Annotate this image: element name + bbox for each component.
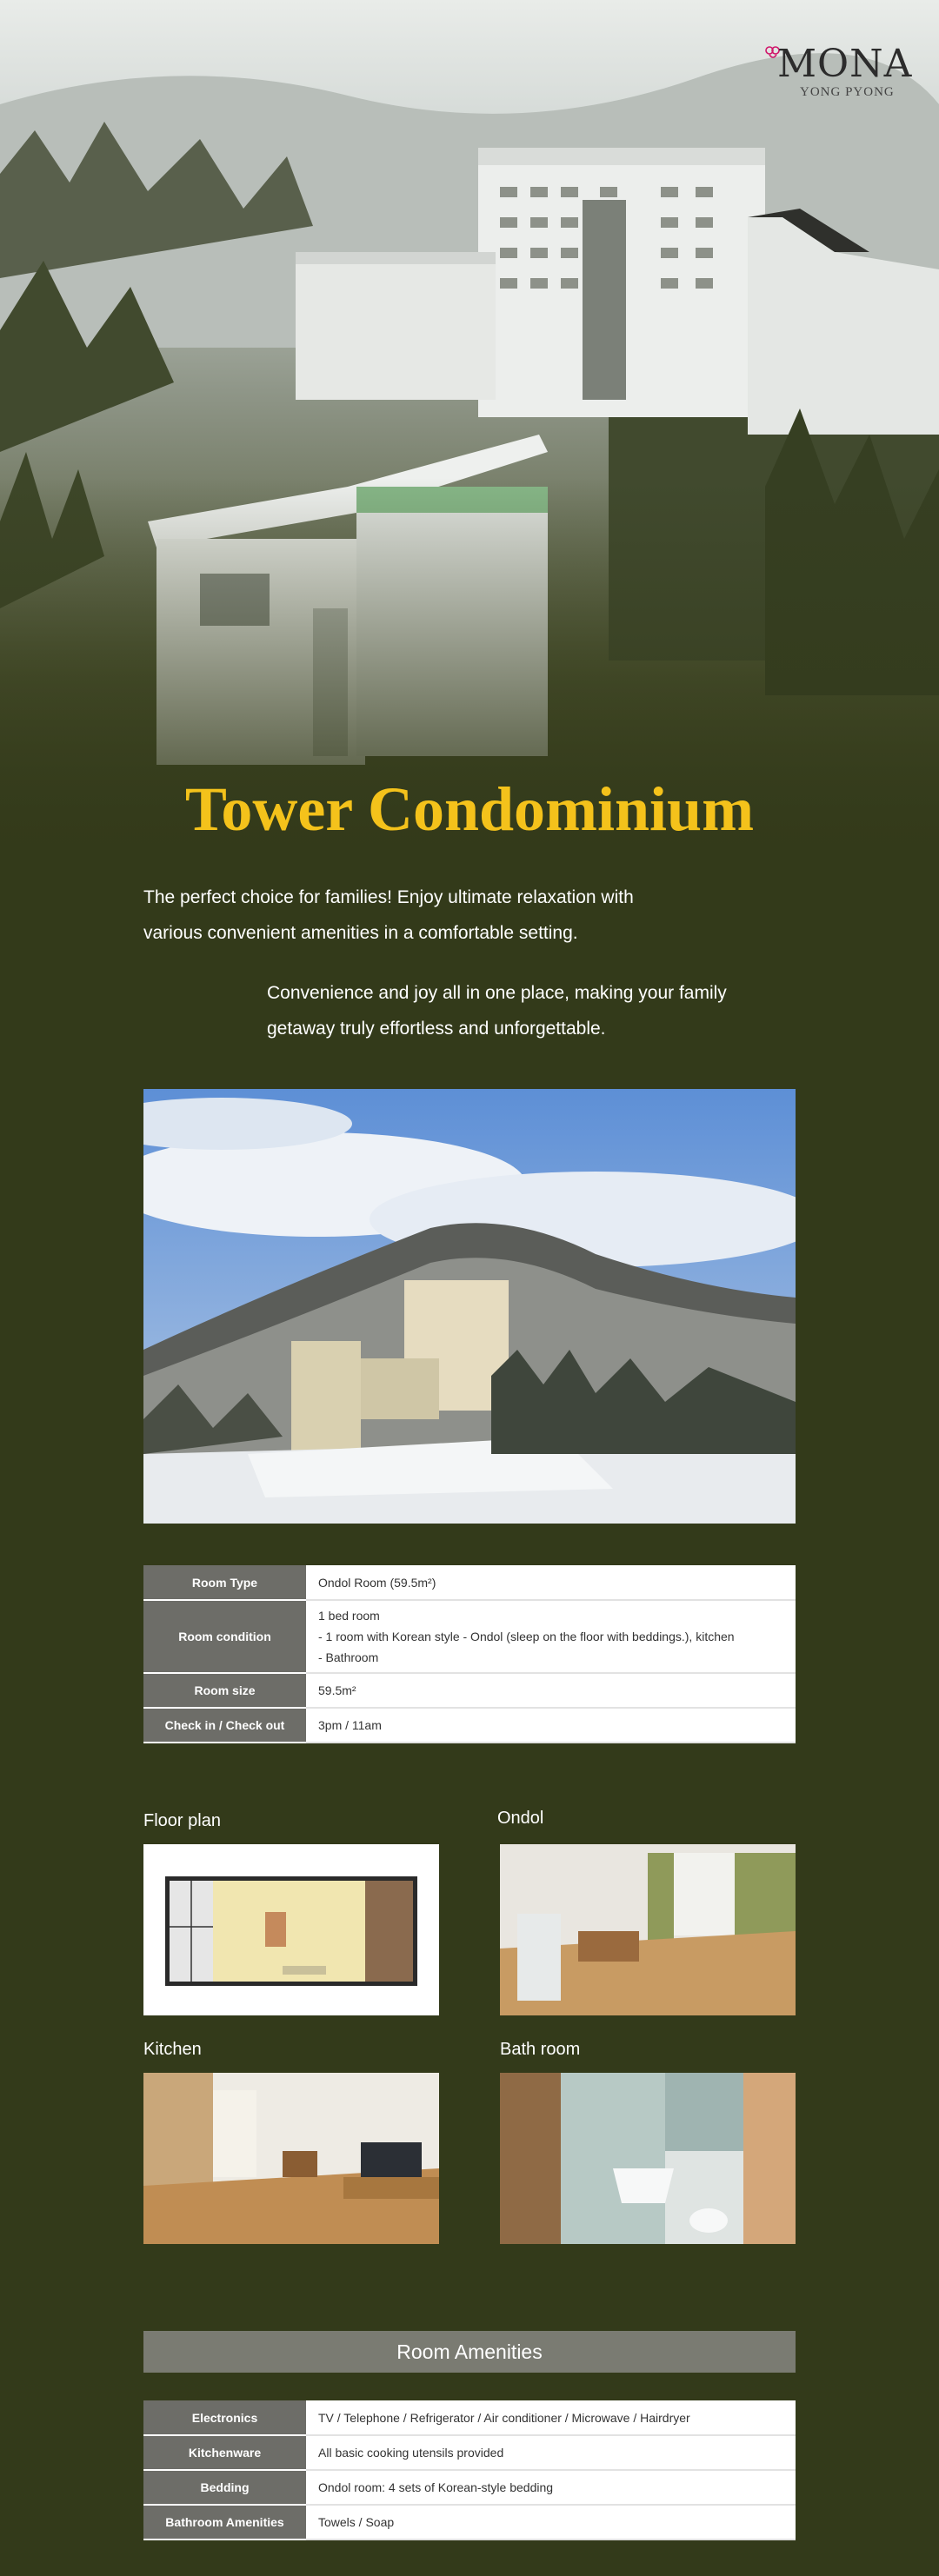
intro-line: getaway truly effortless and unforgettable. [267, 1019, 606, 1039]
row-key: Kitchenware [143, 2435, 306, 2470]
brand-logo[interactable] [765, 42, 922, 103]
brand-subtitle: YONG PYONG [800, 85, 895, 99]
floor-plan-caption: Floor plan [143, 1811, 221, 1830]
resort-hero-image [0, 0, 939, 869]
intro-paragraph-2 [267, 975, 789, 1046]
ondol-room-photo[interactable] [500, 1844, 796, 2015]
table-row [143, 1565, 796, 1600]
bathroom-caption: Bath room [500, 2040, 581, 2059]
intro-line: various convenient amenities in a comfortable setting. [143, 923, 578, 943]
intro-paragraph-1 [143, 880, 752, 951]
brand-name: MONA [777, 42, 913, 86]
kitchen-image [143, 2073, 439, 2244]
row-value: Ondol Room (59.5m²) [306, 1565, 796, 1600]
value-line: - Bathroom [318, 1650, 379, 1664]
row-value: 59.5m² [306, 1673, 796, 1708]
row-value: TV / Telephone / Refrigerator / Air conditioner / Microwave / Hairdryer [306, 2400, 796, 2435]
row-key: Room Type [143, 1565, 306, 1600]
resort-mountain-photo [143, 1089, 796, 1524]
row-key: Room size [143, 1673, 306, 1708]
row-key: Check in / Check out [143, 1708, 306, 1743]
kitchen-photo[interactable] [143, 2073, 439, 2244]
room-amenities-header: Room Amenities [143, 2331, 796, 2373]
row-value: 3pm / 11am [306, 1708, 796, 1743]
row-key: Room condition [143, 1600, 306, 1673]
table-row [143, 1673, 796, 1708]
intro-line: Convenience and joy all in one place, making your family [267, 983, 727, 1003]
intro-line: The perfect choice for families! Enjoy ultimate relaxation with [143, 887, 634, 907]
amenities-table [143, 2400, 796, 2540]
bathroom-image [500, 2073, 796, 2244]
page-title: Tower Condominium [184, 774, 755, 844]
floor-plan-image[interactable] [143, 1844, 439, 2015]
row-value: Towels / Soap [306, 2505, 796, 2539]
table-row [143, 2470, 796, 2505]
kitchen-caption: Kitchen [143, 2040, 202, 2059]
row-key: Bathroom Amenities [143, 2505, 306, 2539]
table-row [143, 1600, 796, 1673]
floor-plan-drawing [143, 1844, 439, 2015]
row-key: Bedding [143, 2470, 306, 2505]
row-value: All basic cooking utensils provided [306, 2435, 796, 2470]
table-row [143, 2435, 796, 2470]
ondol-room-image [500, 1844, 796, 2015]
value-line: - 1 room with Korean style - Ondol (sleep on the floor with beddings.), kitchen [318, 1630, 735, 1643]
row-value: Ondol room: 4 sets of Korean-style bedding [306, 2470, 796, 2505]
row-key: Electronics [143, 2400, 306, 2435]
mountain-photo-image [143, 1089, 796, 1524]
hero-banner [0, 0, 939, 869]
room-info-table [143, 1565, 796, 1743]
table-row [143, 1708, 796, 1743]
row-value [306, 1600, 796, 1673]
table-row [143, 2505, 796, 2539]
table-row [143, 2400, 796, 2435]
bathroom-photo[interactable] [500, 2073, 796, 2244]
value-line: 1 bed room [318, 1609, 380, 1623]
ondol-caption: Ondol [497, 1809, 544, 1828]
